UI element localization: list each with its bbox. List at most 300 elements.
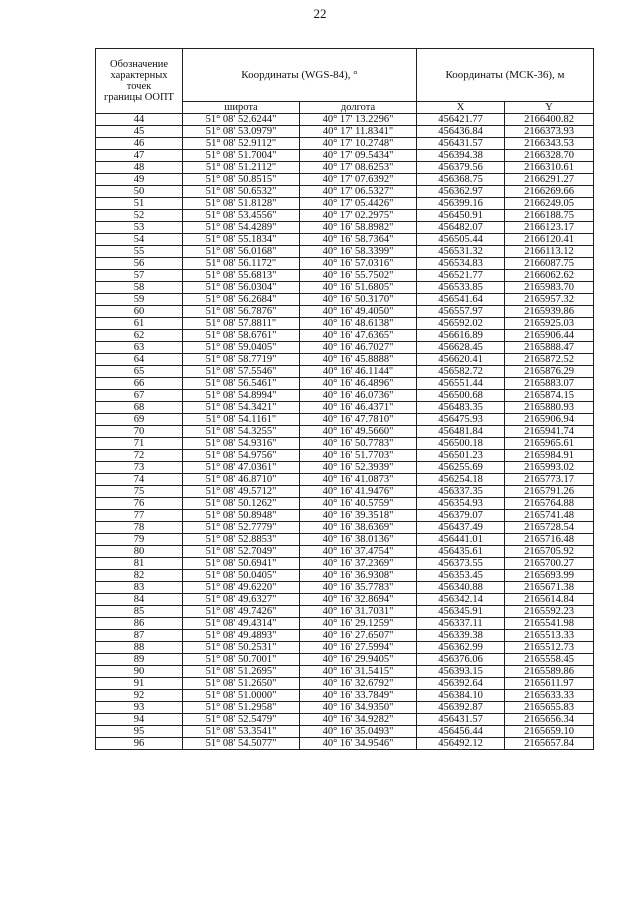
- cell-x: 456393.15: [417, 666, 505, 678]
- cell-x: 456592.02: [417, 318, 505, 330]
- cell-y: 2166373.93: [505, 126, 594, 138]
- table-row: [96, 546, 594, 558]
- cell-latitude: 51° 08' 54.4289": [183, 222, 300, 234]
- cell-x: 456628.45: [417, 342, 505, 354]
- table-row: [96, 246, 594, 258]
- cell-latitude: 51° 08' 54.9316": [183, 438, 300, 450]
- table-row: [96, 498, 594, 510]
- cell-latitude: 51° 08' 55.6813": [183, 270, 300, 282]
- cell-latitude: 51° 08' 56.5461": [183, 378, 300, 390]
- cell-longitude: 40° 16' 57.0316": [300, 258, 417, 270]
- cell-latitude: 51° 08' 49.4314": [183, 618, 300, 630]
- cell-latitude: 51° 08' 50.1262": [183, 498, 300, 510]
- table-row: [96, 354, 594, 366]
- cell-latitude: 51° 08' 49.6220": [183, 582, 300, 594]
- cell-x: 456541.64: [417, 294, 505, 306]
- cell-y: 2165513.33: [505, 630, 594, 642]
- cell-x: 456551.44: [417, 378, 505, 390]
- cell-latitude: 51° 08' 53.4556": [183, 210, 300, 222]
- table-row: [96, 162, 594, 174]
- cell-y: 2165888.47: [505, 342, 594, 354]
- cell-y: 2165872.52: [505, 354, 594, 366]
- cell-x: 456345.91: [417, 606, 505, 618]
- header-x: X: [417, 102, 505, 114]
- cell-longitude: 40° 16' 58.8982": [300, 222, 417, 234]
- cell-point: 48: [96, 162, 183, 174]
- cell-latitude: 51° 08' 56.7876": [183, 306, 300, 318]
- cell-y: 2165716.48: [505, 534, 594, 546]
- cell-longitude: 40° 17' 11.8341": [300, 126, 417, 138]
- table-row: [96, 510, 594, 522]
- cell-x: 456353.45: [417, 570, 505, 582]
- table-row: [96, 114, 594, 126]
- cell-latitude: 51° 08' 49.7426": [183, 606, 300, 618]
- table-row: [96, 642, 594, 654]
- cell-y: 2166120.41: [505, 234, 594, 246]
- cell-point: 76: [96, 498, 183, 510]
- table-body: [96, 114, 594, 750]
- cell-latitude: 51° 08' 58.6761": [183, 330, 300, 342]
- table-row: [96, 306, 594, 318]
- cell-longitude: 40° 16' 55.7502": [300, 270, 417, 282]
- cell-latitude: 51° 08' 52.9112": [183, 138, 300, 150]
- cell-latitude: 51° 08' 53.0979": [183, 126, 300, 138]
- table-row: [96, 126, 594, 138]
- cell-x: 456437.49: [417, 522, 505, 534]
- cell-y: 2165741.48: [505, 510, 594, 522]
- cell-y: 2166123.17: [505, 222, 594, 234]
- cell-x: 456475.93: [417, 414, 505, 426]
- cell-longitude: 40° 17' 07.6392": [300, 174, 417, 186]
- table-row: [96, 234, 594, 246]
- cell-latitude: 51° 08' 54.3421": [183, 402, 300, 414]
- cell-latitude: 51° 08' 49.6327": [183, 594, 300, 606]
- table-row: [96, 378, 594, 390]
- cell-latitude: 51° 08' 51.2112": [183, 162, 300, 174]
- cell-latitude: 51° 08' 50.7001": [183, 654, 300, 666]
- table-row: [96, 390, 594, 402]
- coordinates-table: [95, 48, 594, 750]
- cell-latitude: 51° 08' 51.7004": [183, 150, 300, 162]
- header-latitude: широта: [183, 102, 300, 114]
- cell-point: 63: [96, 342, 183, 354]
- cell-point: 91: [96, 678, 183, 690]
- table-row: [96, 282, 594, 294]
- cell-latitude: 51° 08' 51.2695": [183, 666, 300, 678]
- cell-x: 456436.84: [417, 126, 505, 138]
- cell-y: 2165773.17: [505, 474, 594, 486]
- cell-point: 52: [96, 210, 183, 222]
- cell-x: 456379.07: [417, 510, 505, 522]
- cell-y: 2165993.02: [505, 462, 594, 474]
- cell-longitude: 40° 16' 37.2369": [300, 558, 417, 570]
- cell-latitude: 51° 08' 51.2958": [183, 702, 300, 714]
- cell-longitude: 40° 16' 46.4896": [300, 378, 417, 390]
- table-row: [96, 426, 594, 438]
- cell-y: 2165983.70: [505, 282, 594, 294]
- cell-longitude: 40° 16' 32.6792": [300, 678, 417, 690]
- cell-x: 456362.99: [417, 642, 505, 654]
- cell-latitude: 51° 08' 56.2684": [183, 294, 300, 306]
- cell-point: 54: [96, 234, 183, 246]
- cell-latitude: 51° 08' 59.0405": [183, 342, 300, 354]
- cell-y: 2166291.27: [505, 174, 594, 186]
- header-longitude: долгота: [300, 102, 417, 114]
- table-row: [96, 594, 594, 606]
- page-number: 22: [313, 6, 327, 21]
- cell-latitude: 51° 08' 52.7779": [183, 522, 300, 534]
- table-row: [96, 582, 594, 594]
- cell-longitude: 40° 16' 27.6507": [300, 630, 417, 642]
- cell-x: 456376.06: [417, 654, 505, 666]
- table-row: [96, 666, 594, 678]
- cell-point: 56: [96, 258, 183, 270]
- cell-y: 2166400.82: [505, 114, 594, 126]
- table-row: [96, 450, 594, 462]
- cell-longitude: 40° 16' 36.9308": [300, 570, 417, 582]
- cell-x: 456533.85: [417, 282, 505, 294]
- header-wgs84: Координаты (WGS-84), °: [183, 49, 417, 102]
- cell-latitude: 51° 08' 51.2650": [183, 678, 300, 690]
- cell-y: 2166062.62: [505, 270, 594, 282]
- cell-longitude: 40° 17' 13.2296": [300, 114, 417, 126]
- cell-x: 456505.44: [417, 234, 505, 246]
- cell-longitude: 40° 16' 34.9282": [300, 714, 417, 726]
- cell-latitude: 51° 08' 50.2531": [183, 642, 300, 654]
- header-point-label: Обозначение характерных точек границы ООПТ: [96, 49, 183, 114]
- cell-latitude: 51° 08' 54.5077": [183, 738, 300, 750]
- table-row: [96, 402, 594, 414]
- cell-latitude: 51° 08' 57.8811": [183, 318, 300, 330]
- cell-y: 2165957.32: [505, 294, 594, 306]
- cell-x: 456337.11: [417, 618, 505, 630]
- cell-x: 456482.07: [417, 222, 505, 234]
- cell-longitude: 40° 16' 58.7364": [300, 234, 417, 246]
- cell-x: 456431.57: [417, 714, 505, 726]
- table-row: [96, 558, 594, 570]
- cell-longitude: 40° 17' 09.5434": [300, 150, 417, 162]
- cell-point: 69: [96, 414, 183, 426]
- cell-point: 90: [96, 666, 183, 678]
- cell-x: 456340.88: [417, 582, 505, 594]
- cell-point: 92: [96, 690, 183, 702]
- cell-latitude: 51° 08' 54.8994": [183, 390, 300, 402]
- table-row: [96, 318, 594, 330]
- cell-point: 82: [96, 570, 183, 582]
- cell-x: 456481.84: [417, 426, 505, 438]
- cell-y: 2165874.15: [505, 390, 594, 402]
- cell-y: 2165657.84: [505, 738, 594, 750]
- cell-point: 83: [96, 582, 183, 594]
- cell-y: 2165925.03: [505, 318, 594, 330]
- cell-longitude: 40° 16' 49.5660": [300, 426, 417, 438]
- cell-x: 456616.89: [417, 330, 505, 342]
- cell-x: 456254.18: [417, 474, 505, 486]
- cell-point: 78: [96, 522, 183, 534]
- table-row: [96, 474, 594, 486]
- table-row: [96, 654, 594, 666]
- table-row: [96, 294, 594, 306]
- cell-longitude: 40° 17' 10.2748": [300, 138, 417, 150]
- cell-y: 2165655.83: [505, 702, 594, 714]
- cell-longitude: 40° 16' 31.5415": [300, 666, 417, 678]
- cell-point: 74: [96, 474, 183, 486]
- cell-y: 2165880.93: [505, 402, 594, 414]
- cell-point: 95: [96, 726, 183, 738]
- cell-point: 58: [96, 282, 183, 294]
- cell-x: 456342.14: [417, 594, 505, 606]
- cell-x: 456483.35: [417, 402, 505, 414]
- cell-y: 2165592.23: [505, 606, 594, 618]
- cell-longitude: 40° 16' 32.8694": [300, 594, 417, 606]
- cell-latitude: 51° 08' 55.1834": [183, 234, 300, 246]
- cell-latitude: 51° 08' 54.1161": [183, 414, 300, 426]
- cell-y: 2165728.54: [505, 522, 594, 534]
- cell-y: 2166343.53: [505, 138, 594, 150]
- cell-y: 2165633.33: [505, 690, 594, 702]
- table-row: [96, 570, 594, 582]
- cell-longitude: 40° 16' 46.0736": [300, 390, 417, 402]
- cell-longitude: 40° 16' 50.3170": [300, 294, 417, 306]
- cell-y: 2166087.75: [505, 258, 594, 270]
- cell-longitude: 40° 17' 08.6253": [300, 162, 417, 174]
- cell-longitude: 40° 16' 58.3399": [300, 246, 417, 258]
- table-row: [96, 522, 594, 534]
- cell-y: 2165906.94: [505, 414, 594, 426]
- header-y: Y: [505, 102, 594, 114]
- cell-longitude: 40° 16' 50.7783": [300, 438, 417, 450]
- cell-point: 51: [96, 198, 183, 210]
- cell-point: 59: [96, 294, 183, 306]
- cell-point: 44: [96, 114, 183, 126]
- cell-latitude: 51° 08' 56.0168": [183, 246, 300, 258]
- table-row: [96, 222, 594, 234]
- table-row: [96, 270, 594, 282]
- cell-x: 456534.83: [417, 258, 505, 270]
- cell-point: 72: [96, 450, 183, 462]
- table-row: [96, 486, 594, 498]
- cell-longitude: 40° 16' 34.9546": [300, 738, 417, 750]
- cell-point: 96: [96, 738, 183, 750]
- cell-latitude: 51° 08' 49.4893": [183, 630, 300, 642]
- table-row: [96, 678, 594, 690]
- cell-longitude: 40° 16' 29.9405": [300, 654, 417, 666]
- cell-x: 456500.18: [417, 438, 505, 450]
- cell-latitude: 51° 08' 50.6941": [183, 558, 300, 570]
- cell-x: 456450.91: [417, 210, 505, 222]
- cell-y: 2165589.86: [505, 666, 594, 678]
- cell-point: 84: [96, 594, 183, 606]
- cell-y: 2165965.61: [505, 438, 594, 450]
- cell-latitude: 51° 08' 52.7049": [183, 546, 300, 558]
- cell-longitude: 40° 16' 51.6805": [300, 282, 417, 294]
- cell-longitude: 40° 16' 46.4371": [300, 402, 417, 414]
- cell-point: 85: [96, 606, 183, 618]
- table-row: [96, 606, 594, 618]
- cell-longitude: 40° 16' 52.3939": [300, 462, 417, 474]
- cell-point: 60: [96, 306, 183, 318]
- cell-point: 88: [96, 642, 183, 654]
- cell-x: 456500.68: [417, 390, 505, 402]
- cell-point: 55: [96, 246, 183, 258]
- cell-longitude: 40° 16' 46.7027": [300, 342, 417, 354]
- cell-x: 456394.38: [417, 150, 505, 162]
- cell-longitude: 40° 17' 02.2975": [300, 210, 417, 222]
- cell-longitude: 40° 16' 40.5759": [300, 498, 417, 510]
- cell-longitude: 40° 16' 29.1259": [300, 618, 417, 630]
- cell-x: 456337.35: [417, 486, 505, 498]
- cell-latitude: 51° 08' 57.5546": [183, 366, 300, 378]
- cell-y: 2165883.07: [505, 378, 594, 390]
- cell-x: 456521.77: [417, 270, 505, 282]
- table-row: [96, 714, 594, 726]
- cell-longitude: 40° 16' 48.6138": [300, 318, 417, 330]
- cell-x: 456501.23: [417, 450, 505, 462]
- cell-point: 93: [96, 702, 183, 714]
- cell-point: 77: [96, 510, 183, 522]
- cell-latitude: 51° 08' 49.5712": [183, 486, 300, 498]
- cell-x: 456379.56: [417, 162, 505, 174]
- cell-y: 2165906.44: [505, 330, 594, 342]
- header-msk36: Координаты (МСК-36), м: [417, 49, 594, 102]
- cell-x: 456368.75: [417, 174, 505, 186]
- cell-latitude: 51° 08' 52.8853": [183, 534, 300, 546]
- table-row: [96, 198, 594, 210]
- cell-point: 47: [96, 150, 183, 162]
- cell-x: 456492.12: [417, 738, 505, 750]
- cell-latitude: 51° 08' 50.8948": [183, 510, 300, 522]
- cell-latitude: 51° 08' 46.8710": [183, 474, 300, 486]
- cell-y: 2165558.45: [505, 654, 594, 666]
- cell-y: 2165700.27: [505, 558, 594, 570]
- cell-longitude: 40° 16' 38.6369": [300, 522, 417, 534]
- cell-longitude: 40° 16' 37.4754": [300, 546, 417, 558]
- cell-point: 68: [96, 402, 183, 414]
- cell-latitude: 51° 08' 56.1172": [183, 258, 300, 270]
- cell-point: 66: [96, 378, 183, 390]
- cell-y: 2165705.92: [505, 546, 594, 558]
- table-row: [96, 174, 594, 186]
- table-row: [96, 534, 594, 546]
- cell-x: 456392.64: [417, 678, 505, 690]
- cell-y: 2165791.26: [505, 486, 594, 498]
- cell-point: 87: [96, 630, 183, 642]
- cell-x: 456531.32: [417, 246, 505, 258]
- cell-x: 456582.72: [417, 366, 505, 378]
- cell-point: 62: [96, 330, 183, 342]
- cell-longitude: 40° 16' 33.7849": [300, 690, 417, 702]
- cell-point: 89: [96, 654, 183, 666]
- cell-latitude: 51° 08' 50.0405": [183, 570, 300, 582]
- cell-x: 456557.97: [417, 306, 505, 318]
- cell-longitude: 40° 16' 41.0873": [300, 474, 417, 486]
- cell-y: 2166249.05: [505, 198, 594, 210]
- cell-latitude: 51° 08' 56.0304": [183, 282, 300, 294]
- cell-y: 2165611.97: [505, 678, 594, 690]
- cell-y: 2165876.29: [505, 366, 594, 378]
- cell-x: 456435.61: [417, 546, 505, 558]
- cell-point: 80: [96, 546, 183, 558]
- table-row: [96, 258, 594, 270]
- table-row: [96, 150, 594, 162]
- cell-longitude: 40° 16' 47.6365": [300, 330, 417, 342]
- cell-longitude: 40° 16' 31.7031": [300, 606, 417, 618]
- table-row: [96, 726, 594, 738]
- cell-point: 49: [96, 174, 183, 186]
- table-row: [96, 342, 594, 354]
- cell-longitude: 40° 16' 38.0136": [300, 534, 417, 546]
- cell-point: 67: [96, 390, 183, 402]
- cell-point: 86: [96, 618, 183, 630]
- cell-y: 2166310.61: [505, 162, 594, 174]
- table-row: [96, 414, 594, 426]
- table-row: [96, 462, 594, 474]
- cell-y: 2166328.70: [505, 150, 594, 162]
- cell-point: 73: [96, 462, 183, 474]
- cell-point: 79: [96, 534, 183, 546]
- cell-latitude: 51° 08' 47.0361": [183, 462, 300, 474]
- cell-longitude: 40° 16' 39.3518": [300, 510, 417, 522]
- cell-longitude: 40° 16' 51.7703": [300, 450, 417, 462]
- cell-point: 65: [96, 366, 183, 378]
- cell-y: 2165693.99: [505, 570, 594, 582]
- table-row: [96, 330, 594, 342]
- cell-longitude: 40° 16' 35.7783": [300, 582, 417, 594]
- cell-x: 456354.93: [417, 498, 505, 510]
- cell-longitude: 40° 17' 05.4426": [300, 198, 417, 210]
- table-row: [96, 702, 594, 714]
- table-row: [96, 366, 594, 378]
- cell-x: 456362.97: [417, 186, 505, 198]
- table-row: [96, 618, 594, 630]
- table-row: [96, 738, 594, 750]
- cell-point: 94: [96, 714, 183, 726]
- cell-point: 61: [96, 318, 183, 330]
- cell-point: 53: [96, 222, 183, 234]
- cell-longitude: 40° 16' 47.7810": [300, 414, 417, 426]
- cell-latitude: 51° 08' 53.3541": [183, 726, 300, 738]
- cell-x: 456431.57: [417, 138, 505, 150]
- cell-y: 2166188.75: [505, 210, 594, 222]
- table-row: [96, 138, 594, 150]
- cell-x: 456456.44: [417, 726, 505, 738]
- cell-latitude: 51° 08' 51.8128": [183, 198, 300, 210]
- cell-y: 2165659.10: [505, 726, 594, 738]
- cell-latitude: 51° 08' 51.0000": [183, 690, 300, 702]
- cell-point: 71: [96, 438, 183, 450]
- cell-x: 456384.10: [417, 690, 505, 702]
- cell-point: 57: [96, 270, 183, 282]
- cell-x: 456373.55: [417, 558, 505, 570]
- cell-y: 2166269.66: [505, 186, 594, 198]
- cell-x: 456392.87: [417, 702, 505, 714]
- table-row: [96, 690, 594, 702]
- table-row: [96, 186, 594, 198]
- cell-longitude: 40° 16' 49.4050": [300, 306, 417, 318]
- cell-y: 2165541.98: [505, 618, 594, 630]
- cell-x: 456339.38: [417, 630, 505, 642]
- cell-latitude: 51° 08' 52.5479": [183, 714, 300, 726]
- table-row: [96, 438, 594, 450]
- cell-x: 456441.01: [417, 534, 505, 546]
- cell-point: 70: [96, 426, 183, 438]
- cell-latitude: 51° 08' 54.3255": [183, 426, 300, 438]
- cell-y: 2165512.73: [505, 642, 594, 654]
- cell-point: 45: [96, 126, 183, 138]
- cell-latitude: 51° 08' 50.6532": [183, 186, 300, 198]
- cell-latitude: 51° 08' 58.7719": [183, 354, 300, 366]
- cell-longitude: 40° 16' 45.8888": [300, 354, 417, 366]
